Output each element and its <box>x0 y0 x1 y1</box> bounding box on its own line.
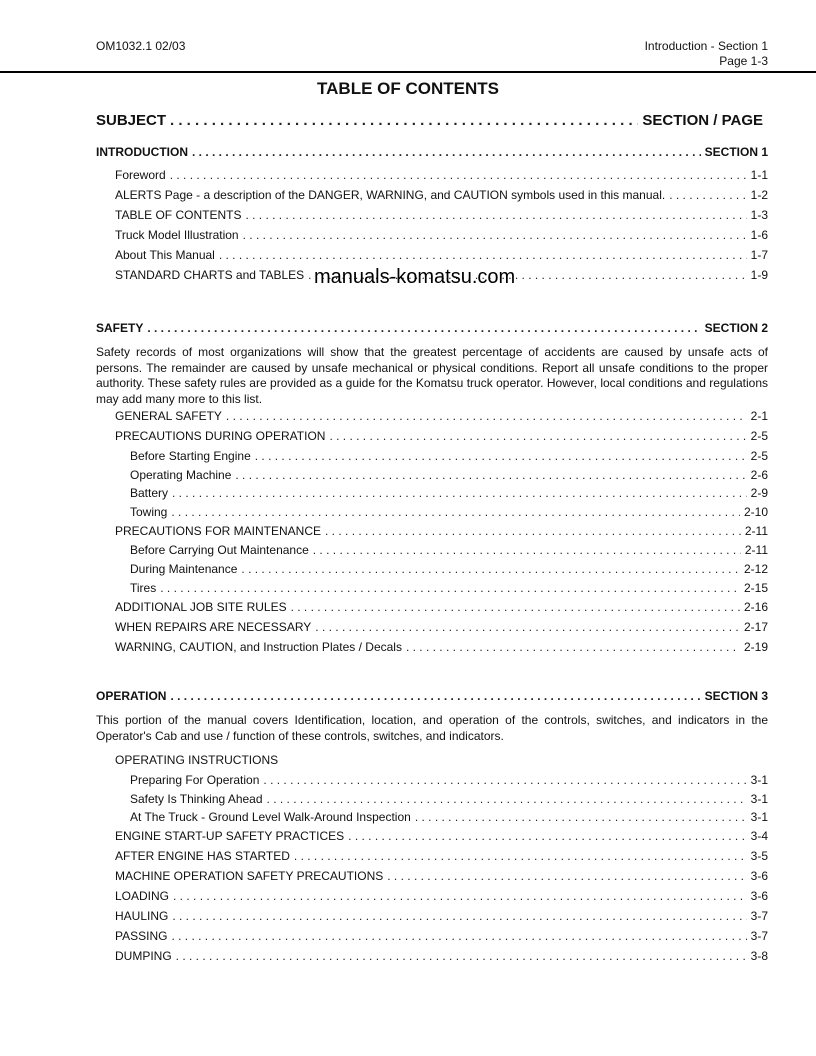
toc-entry-label: Operating Machine <box>130 468 232 482</box>
toc-entry-page: 2-6 <box>750 468 768 482</box>
dot-leader <box>173 889 747 903</box>
toc-entry-label: PRECAUTIONS DURING OPERATION <box>115 429 326 443</box>
toc-entry-page: 1-1 <box>750 168 768 182</box>
section-label: Introduction - Section 1 <box>644 39 768 53</box>
toc-entry-page: 3-8 <box>750 949 768 963</box>
toc-entry-label: PASSING <box>115 929 168 943</box>
dot-leader <box>171 929 746 943</box>
toc-entry[interactable] <box>115 409 768 423</box>
toc-entry-page: 2-5 <box>750 429 768 443</box>
toc-entry-label: WARNING, CAUTION, and Instruction Plates / Decals <box>115 640 402 654</box>
toc-entry[interactable] <box>115 429 768 443</box>
toc-entry-label: ALERTS Page - a description of the DANGER, WARNING, and CAUTION symbols used in this manual. <box>115 188 666 202</box>
toc-entry-page: 3-4 <box>750 829 768 843</box>
toc-entry[interactable] <box>115 208 768 222</box>
dot-leader <box>263 773 746 787</box>
toc-entry-label: LOADING <box>115 889 170 903</box>
toc-entry-page: 2-1 <box>750 409 768 423</box>
dot-leader <box>192 145 701 159</box>
running-header <box>645 39 768 69</box>
subject-label: SUBJECT <box>96 112 167 129</box>
watermark: manuals-komatsu.com <box>314 266 516 288</box>
toc-entry[interactable] <box>115 949 768 963</box>
toc-entry-page: 1-2 <box>750 188 768 202</box>
toc-entry-page: 3-6 <box>750 889 768 903</box>
toc-entry[interactable] <box>115 600 768 614</box>
toc-entry-label: DUMPING <box>115 949 172 963</box>
toc-entry-label: About This Manual <box>115 248 215 262</box>
toc-entry-page: 3-6 <box>750 869 768 883</box>
dot-leader <box>267 792 747 806</box>
toc-entry-page: 2-17 <box>743 620 768 634</box>
toc-entry-page: 1-9 <box>750 268 768 282</box>
dot-leader <box>325 524 741 538</box>
toc-entry[interactable] <box>130 810 768 824</box>
toc-entry[interactable] <box>130 486 768 500</box>
toc-entry-label: Truck Model Illustration <box>115 228 239 242</box>
dot-leader <box>255 449 747 463</box>
toc-entry[interactable] <box>130 505 768 519</box>
toc-entry-label: Before Starting Engine <box>130 449 251 463</box>
toc-entry-label: Preparing For Operation <box>130 773 260 787</box>
dot-leader <box>406 640 740 654</box>
safety-description: Safety records of most organizations will show that the greatest percentage of accidents are caused by unsafe acts of persons. The remainder are caused by unsafe mechanical or physical conditions. Report all unsafe conditions to the proper authority. These safety rules are provided as a guide for the Komatsu truck operator. However, local conditions and regulations may add many more to this list. <box>96 345 768 406</box>
document-id: OM1032.1 02/03 <box>96 39 186 53</box>
toc-entry-page: 2-9 <box>750 486 768 500</box>
dot-leader <box>172 486 747 500</box>
toc-section-safety[interactable] <box>96 321 768 335</box>
toc-section-introduction[interactable] <box>96 145 768 159</box>
toc-entry-page: 2-15 <box>743 581 768 595</box>
dot-leader <box>291 600 740 614</box>
toc-entry-page: 2-19 <box>743 640 768 654</box>
toc-entry[interactable] <box>130 543 768 557</box>
toc-entry-label: ADDITIONAL JOB SITE RULES <box>115 600 287 614</box>
dot-leader <box>669 188 746 202</box>
toc-section-operation[interactable] <box>96 689 768 703</box>
toc-entry-page: 2-11 <box>744 524 768 538</box>
dot-leader <box>160 581 740 595</box>
dot-leader <box>243 228 747 242</box>
toc-entry-label: Safety Is Thinking Ahead <box>130 792 263 806</box>
dot-leader <box>171 505 740 519</box>
toc-entry-page: 2-16 <box>743 600 768 614</box>
dot-leader <box>147 321 700 335</box>
dot-leader <box>348 829 746 843</box>
dot-leader <box>415 810 747 824</box>
toc-entry[interactable] <box>130 792 768 806</box>
toc-entry-page: 3-1 <box>750 792 768 806</box>
toc-entry-label: HAULING <box>115 909 169 923</box>
dot-leader <box>313 543 741 557</box>
toc-entry[interactable] <box>130 468 768 482</box>
section-number: SECTION 2 <box>704 321 768 335</box>
section-page-label: SECTION / PAGE <box>642 112 763 129</box>
dot-leader <box>226 409 747 423</box>
toc-entry-label: TABLE OF CONTENTS <box>115 208 242 222</box>
dot-leader <box>170 112 638 129</box>
dot-leader <box>294 849 747 863</box>
toc-entry-page: 3-1 <box>750 773 768 787</box>
section-heading: OPERATION <box>96 689 167 703</box>
toc-entry-page: 2-11 <box>744 543 768 557</box>
toc-entry[interactable] <box>130 773 768 787</box>
page-title: TABLE OF CONTENTS <box>317 79 499 98</box>
toc-entry[interactable] <box>130 581 768 595</box>
toc-entry[interactable] <box>115 620 768 634</box>
subject-header-row <box>96 112 763 129</box>
toc-entry[interactable] <box>115 524 768 538</box>
section-number: SECTION 3 <box>704 689 768 703</box>
toc-entry[interactable] <box>115 640 768 654</box>
toc-entry-label: Foreword <box>115 168 166 182</box>
operating-instructions-heading[interactable]: OPERATING INSTRUCTIONS <box>115 753 279 767</box>
toc-entry-label: At The Truck - Ground Level Walk-Around Inspection <box>130 810 411 824</box>
toc-entry[interactable] <box>115 168 768 182</box>
toc-entry-label: During Maintenance <box>130 562 238 576</box>
toc-entry-page: 2-10 <box>743 505 768 519</box>
header-rule <box>0 71 816 73</box>
dot-leader <box>245 208 746 222</box>
toc-entry[interactable] <box>115 188 768 202</box>
toc-entry-page: 3-5 <box>750 849 768 863</box>
dot-leader <box>241 562 740 576</box>
toc-entry-label: AFTER ENGINE HAS STARTED <box>115 849 290 863</box>
toc-entry-label: GENERAL SAFETY <box>115 409 222 423</box>
toc-entry-label: MACHINE OPERATION SAFETY PRECAUTIONS <box>115 869 384 883</box>
toc-entry-label: Tires <box>130 581 157 595</box>
operation-description: This portion of the manual covers Identification, location, and operation of the controls, switches, and indicators in the Operator's Cab and use / function of these controls, switches, and indicators. <box>96 713 768 743</box>
section-heading: SAFETY <box>96 321 144 335</box>
dot-leader <box>170 689 700 703</box>
toc-entry-page: 2-5 <box>750 449 768 463</box>
toc-entry[interactable] <box>130 449 768 463</box>
page-label: Page 1-3 <box>719 54 768 68</box>
dot-leader <box>329 429 746 443</box>
dot-leader <box>219 248 747 262</box>
toc-entry-label: Battery <box>130 486 169 500</box>
toc-entry-page: 1-3 <box>750 208 768 222</box>
toc-entry-page: 3-1 <box>750 810 768 824</box>
dot-leader <box>387 869 746 883</box>
toc-entry[interactable] <box>115 228 768 242</box>
toc-entry-page: 3-7 <box>750 929 768 943</box>
toc-entry-label: Towing <box>130 505 168 519</box>
toc-entry[interactable] <box>115 909 768 923</box>
toc-entry[interactable] <box>115 849 768 863</box>
toc-entry-page: 1-6 <box>750 228 768 242</box>
toc-entry-page: 2-12 <box>743 562 768 576</box>
dot-leader <box>235 468 746 482</box>
toc-entry-page: 1-7 <box>750 248 768 262</box>
toc-entry[interactable] <box>115 248 768 262</box>
toc-entry-label: ENGINE START-UP SAFETY PRACTICES <box>115 829 345 843</box>
toc-entry-label: STANDARD CHARTS and TABLES <box>115 268 305 282</box>
dot-leader <box>315 620 740 634</box>
toc-entry-label: WHEN REPAIRS ARE NECESSARY <box>115 620 312 634</box>
dot-leader <box>170 168 747 182</box>
toc-entry-label: Before Carrying Out Maintenance <box>130 543 309 557</box>
dot-leader <box>176 949 747 963</box>
section-heading: INTRODUCTION <box>96 145 188 159</box>
dot-leader <box>172 909 746 923</box>
toc-entry[interactable] <box>115 869 768 883</box>
toc-entry-label: PRECAUTIONS FOR MAINTENANCE <box>115 524 322 538</box>
section-number: SECTION 1 <box>704 145 768 159</box>
toc-entry-page: 3-7 <box>750 909 768 923</box>
toc-entry[interactable] <box>115 929 768 943</box>
toc-entry[interactable] <box>130 562 768 576</box>
toc-entry[interactable] <box>115 889 768 903</box>
toc-entry[interactable] <box>115 829 768 843</box>
